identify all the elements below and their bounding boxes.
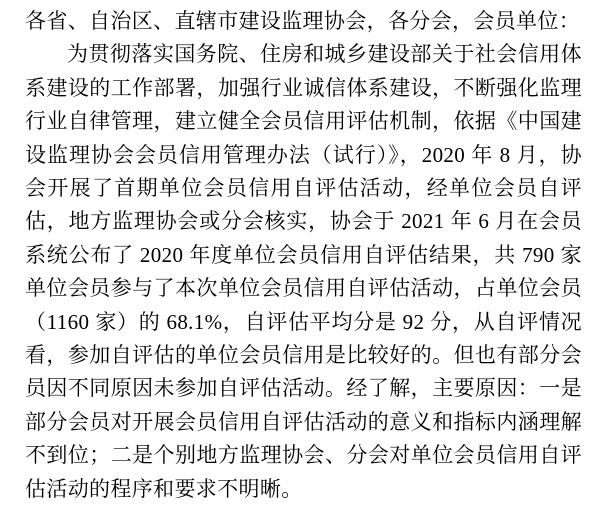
salutation-line: 各省、自治区、直辖市建设监理协会，各分会，会员单位： bbox=[25, 9, 581, 33]
body-paragraph: 为贯彻落实国务院、住房和城乡建设部关于社会信用体系建设的工作部署，加强行业诚信体系建设，不断强化监理行业自律管理，建立健全会员信用评估机制，依据《中国建设监理协会会员信用管理办法（试行）》，2020 年 8 月，协会开展了首期单位会员信用自评估活动，经单位会员自评估，地方监理协会或分会核实，协会于 2021 年 6 月在会员系统公布了 2020 年度单位会员信用自评估结果，共 790 家单位会员参与了本次单位会员信用自评估活动，占单位会员（1160 家）的 68.1%，自评估平均分是 92 分，从自评情况看，参加自评估的单位会员信用是比较好的。但也有部分会员因不同原因未参加自评估活动。经了解，主要原因：一是部分会员对开展会员信用自评估活动的意义和指标内涵理解不到位；二是个别地方监理协会、分会对单位会员信用自评估活动的程序和要求不明晰。 bbox=[25, 42, 582, 501]
